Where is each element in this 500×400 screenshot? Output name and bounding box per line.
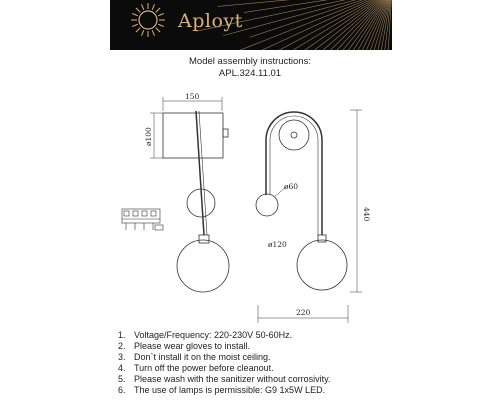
wall-mount [163, 113, 223, 158]
lamp-holder [199, 235, 209, 243]
dim-mount-diameter: ø100 [144, 127, 153, 146]
gold-rays-decoration [110, 0, 392, 50]
large-globe-front [297, 240, 347, 290]
brand-name: Aployt [178, 10, 243, 32]
instruction-item: 3. Don`t install it on the moist ceiling. [118, 352, 271, 363]
dim-width: 220 [296, 308, 311, 317]
dim-height: 440 [362, 207, 371, 222]
instruction-item: 1. Voltage/Frequency: 220-230V 50-60Hz. [118, 330, 293, 340]
arch-tube [266, 112, 322, 235]
dim-mount-width: 150 [185, 92, 200, 101]
mount-disc-center [291, 132, 297, 138]
dim-large-globe: ø120 [268, 240, 287, 249]
model-number: APL.324.11.01 [218, 68, 282, 79]
terminal-block-icon [122, 209, 163, 230]
side-view [122, 92, 229, 292]
instruction-item: 5. Please wash with the sanitizer without corrosivity. [118, 374, 331, 385]
technical-drawing [110, 85, 390, 325]
mount-screw [223, 129, 228, 137]
small-globe-front [256, 194, 278, 216]
front-lamp-holder [318, 235, 326, 242]
front-view [256, 110, 371, 323]
dim-small-globe: ø60 [284, 182, 299, 191]
document-title: Model assembly instructions: [189, 56, 311, 67]
large-globe-side [177, 240, 229, 292]
instruction-item: 4. Turn off the power before cleanout. [118, 363, 274, 374]
brand-banner [110, 0, 392, 50]
instruction-item: 2. Please wear gloves to install. [118, 341, 251, 352]
mount-disc [279, 120, 309, 150]
instruction-item: 6. The use of lamps is permissible: G9 1x5W LED. [118, 385, 326, 396]
instructions-list [118, 330, 330, 397]
sunburst-logo-icon [131, 3, 165, 37]
